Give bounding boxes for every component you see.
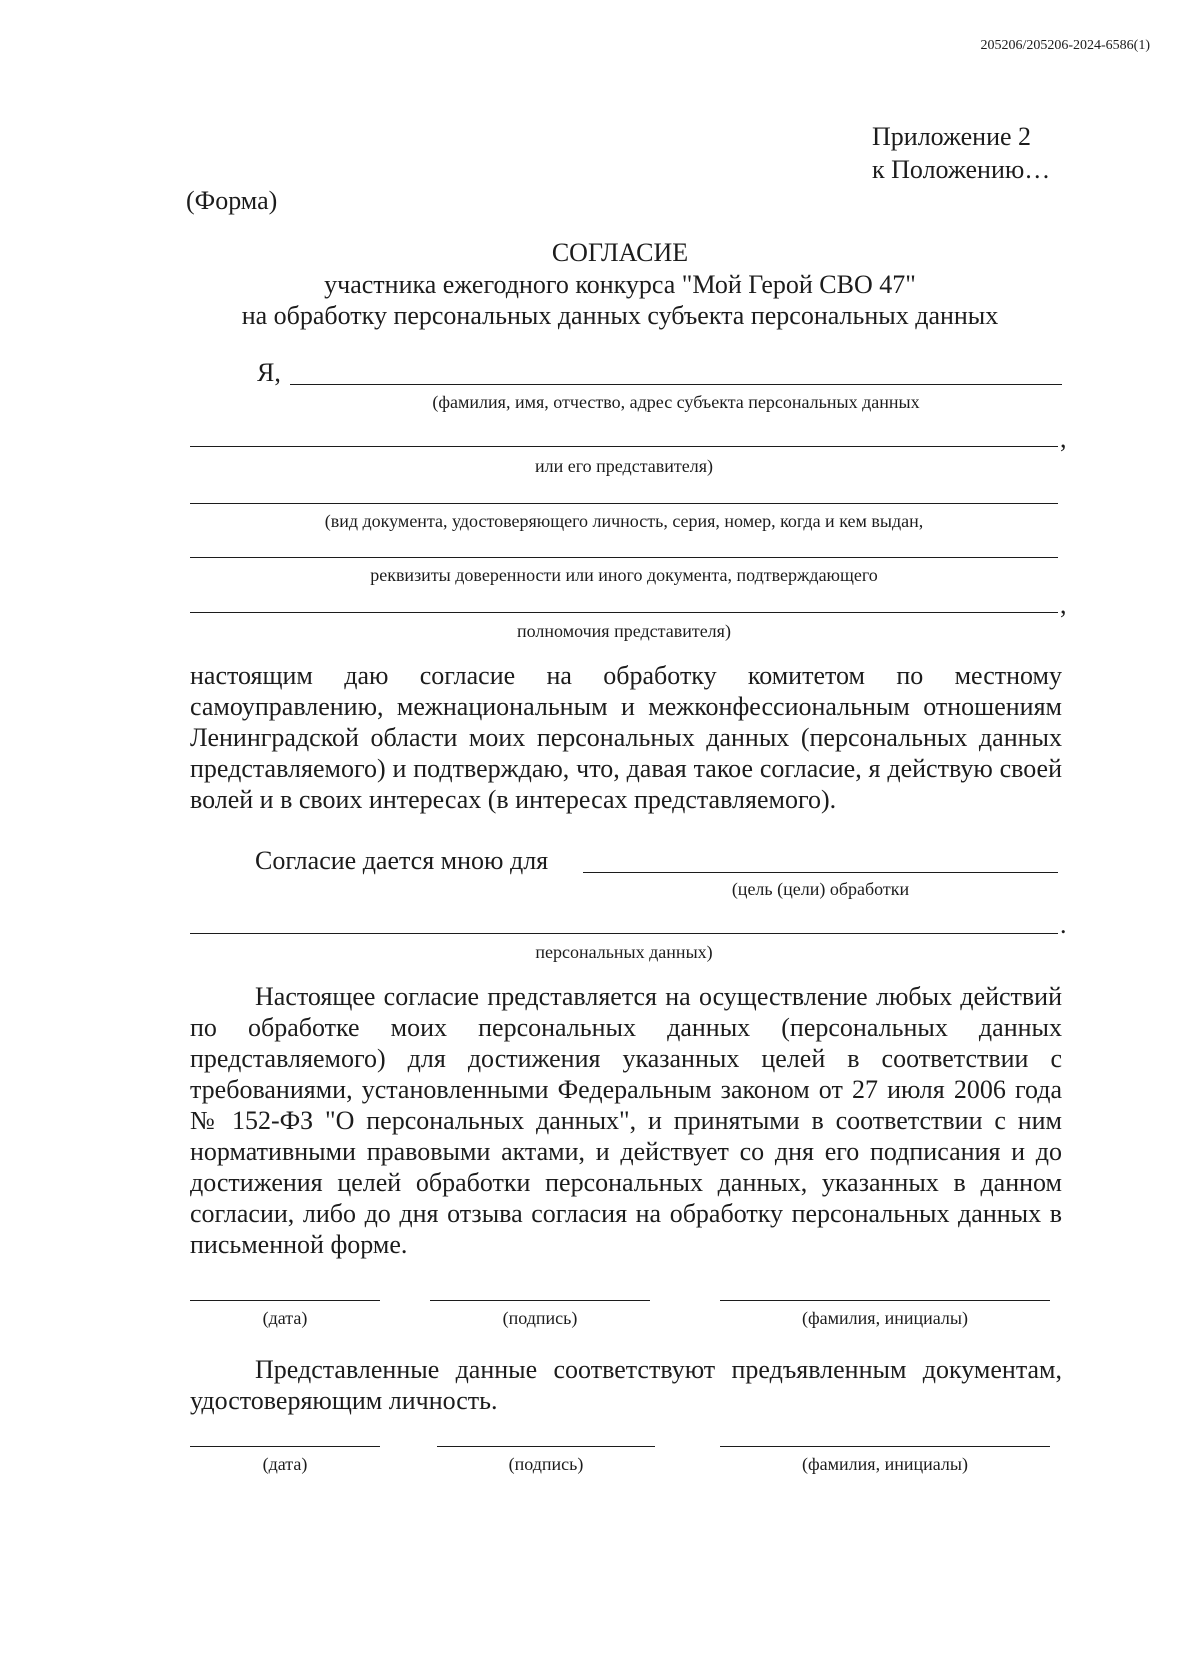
period-1: . [1060,910,1067,939]
purpose-line-1[interactable] [583,872,1058,873]
caption-signature-2: (подпись) [508,1454,584,1474]
caption-date-2: (дата) [262,1454,308,1474]
signature-line-2[interactable] [437,1446,655,1447]
caption-purpose-end: персональных данных) [535,942,713,962]
name-address-line-2[interactable] [190,446,1058,447]
authority-line[interactable] [190,612,1058,613]
verification-paragraph-text: Представленные данные соответствуют предъявленным документам, удостоверяющим личность. [190,1355,1062,1415]
purpose-line-2[interactable] [190,933,1058,934]
document-subtitle-1: участника ежегодного конкурса "Мой Герой СВО 47" [324,270,916,299]
signature-line-1[interactable] [430,1300,650,1301]
date-line-1[interactable] [190,1300,380,1301]
caption-id-document: (вид документа, удостоверяющего личность, серия, номер, когда и кем выдан, [324,511,924,531]
caption-representative: или его представителя) [534,456,714,476]
caption-authority: полномочия представителя) [517,621,731,641]
i-prefix: Я, [257,358,281,387]
scope-paragraph [190,981,1062,1260]
date-line-2[interactable] [190,1446,380,1447]
caption-name-2: (фамилия, инициалы) [802,1454,968,1474]
appendix-reference [872,120,1050,186]
name-line-2[interactable] [720,1446,1050,1447]
caption-date-1: (дата) [262,1308,308,1328]
power-of-attorney-line[interactable] [190,557,1058,558]
caption-name-address: (фамилия, имя, отчество, адрес субъекта персональных данных [432,392,920,412]
caption-name-1: (фамилия, инициалы) [802,1308,968,1328]
name-line-1[interactable] [720,1300,1050,1301]
name-address-line-1[interactable] [290,384,1062,385]
caption-signature-1: (подпись) [502,1308,578,1328]
verification-paragraph [190,1354,1062,1416]
caption-purpose: (цель (цели) обработки [731,879,910,899]
comma-1: , [1060,424,1067,453]
appendix-line-2: к Положению… [872,155,1051,184]
consent-paragraph-text: настоящим даю согласие на обработку комитетом по местному самоуправлению, межнациональным и межконфессиональным отношениям Ленинградской области моих персональных данных (персональных данных представляемого) и подтверждаю, что, давая такое согласие, я действую своей волей и в своих интересах (в интересах представляемого). [190,661,1062,814]
document-number: 205206/205206-2024-6586(1) [980,38,1150,53]
id-document-line[interactable] [190,503,1058,504]
scope-paragraph-text: Настоящее согласие представляется на осуществление любых действий по обработке моих персональных данных (персональных данных представляемого) для достижения указанных целей в соответствии с требованиями, установленными Федеральным законом от 27 июля 2006 года № 152-ФЗ "О персональных данных", и принятыми в соответствии с ним нормативными правовыми актами, и действует со дня его подписания и до достижения целей обработки персональных данных, указанных в данном согласии, либо до дня отзыва согласия на обработку персональных данных в письменной форме. [190,982,1062,1259]
document-title: СОГЛАСИЕ [551,238,689,267]
caption-power-of-attorney: реквизиты доверенности или иного документа, подтверждающего [370,565,878,585]
appendix-line-1: Приложение 2 [872,122,1032,151]
comma-2: , [1060,590,1067,619]
form-label: (Форма) [186,186,278,215]
document-subtitle-2: на обработку персональных данных субъекта персональных данных [241,301,999,330]
consent-paragraph [190,660,1062,815]
purpose-label: Согласие дается мною для [255,846,549,875]
